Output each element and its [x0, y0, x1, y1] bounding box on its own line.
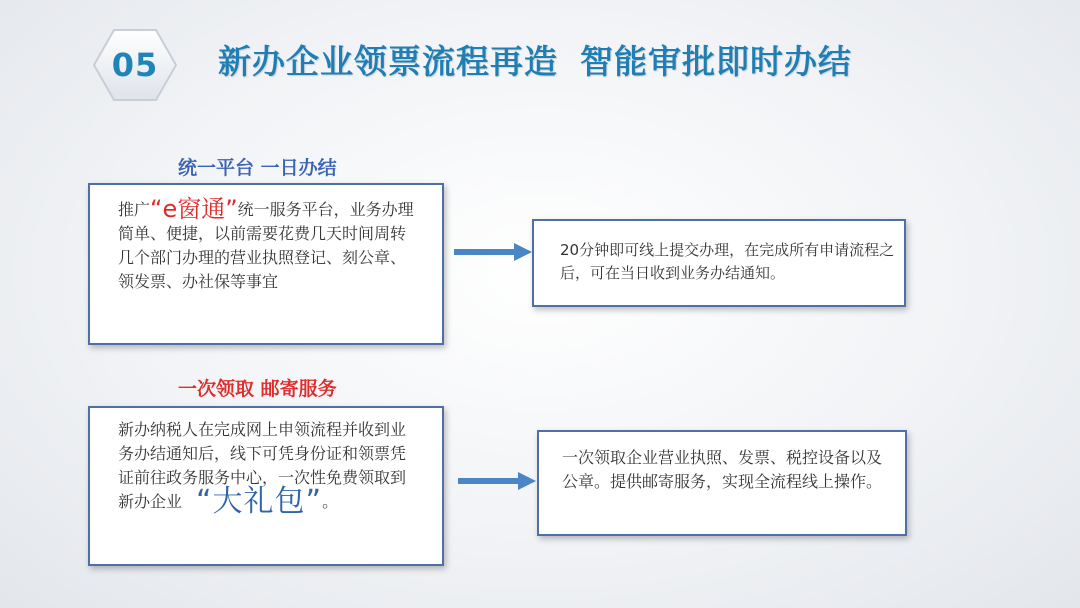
section-1-left-text [118, 197, 418, 294]
section-2-left-text [118, 418, 418, 519]
right-arrow-icon [454, 241, 532, 263]
left-rest: 统一服务平台，业务办理简单、便捷，以前需要花费几天时间周转几个部门办理的营业执照登记、刻公章、领发票、办社保等事宜 [118, 200, 414, 291]
left-end: 。 [322, 492, 339, 511]
section-number: 05 [111, 46, 159, 84]
title-part-2: 智能审批即时办结 [580, 42, 852, 81]
right-arrow-icon [458, 470, 536, 492]
left-prefix: 推广 [118, 200, 151, 219]
section-1-right-text: 20分钟即可线上提交办理，在完成所有申请流程之后，可在当日收到业务办结通知。 [560, 241, 895, 282]
section-1-heading: 统一平台 一日办结 [178, 157, 337, 179]
left-text: 新办纳税人在完成网上申领流程并收到业务办结通知后，线下可凭身份证和领票凭证前往政务服务中心，一次性免费领取到新办企业 [118, 420, 407, 511]
page-title [218, 36, 852, 83]
gift-package-highlight: “大礼包” [196, 484, 323, 519]
e-chuangtong-highlight: “e窗通” [150, 195, 238, 223]
section-2-heading: 一次领取 邮寄服务 [178, 378, 337, 400]
title-part-1: 新办企业领票流程再造 [218, 42, 558, 81]
section-2-right-text: 一次领取企业营业执照、发票、税控设备以及公章。提供邮寄服务，实现全流程线上操作。 [562, 448, 883, 491]
